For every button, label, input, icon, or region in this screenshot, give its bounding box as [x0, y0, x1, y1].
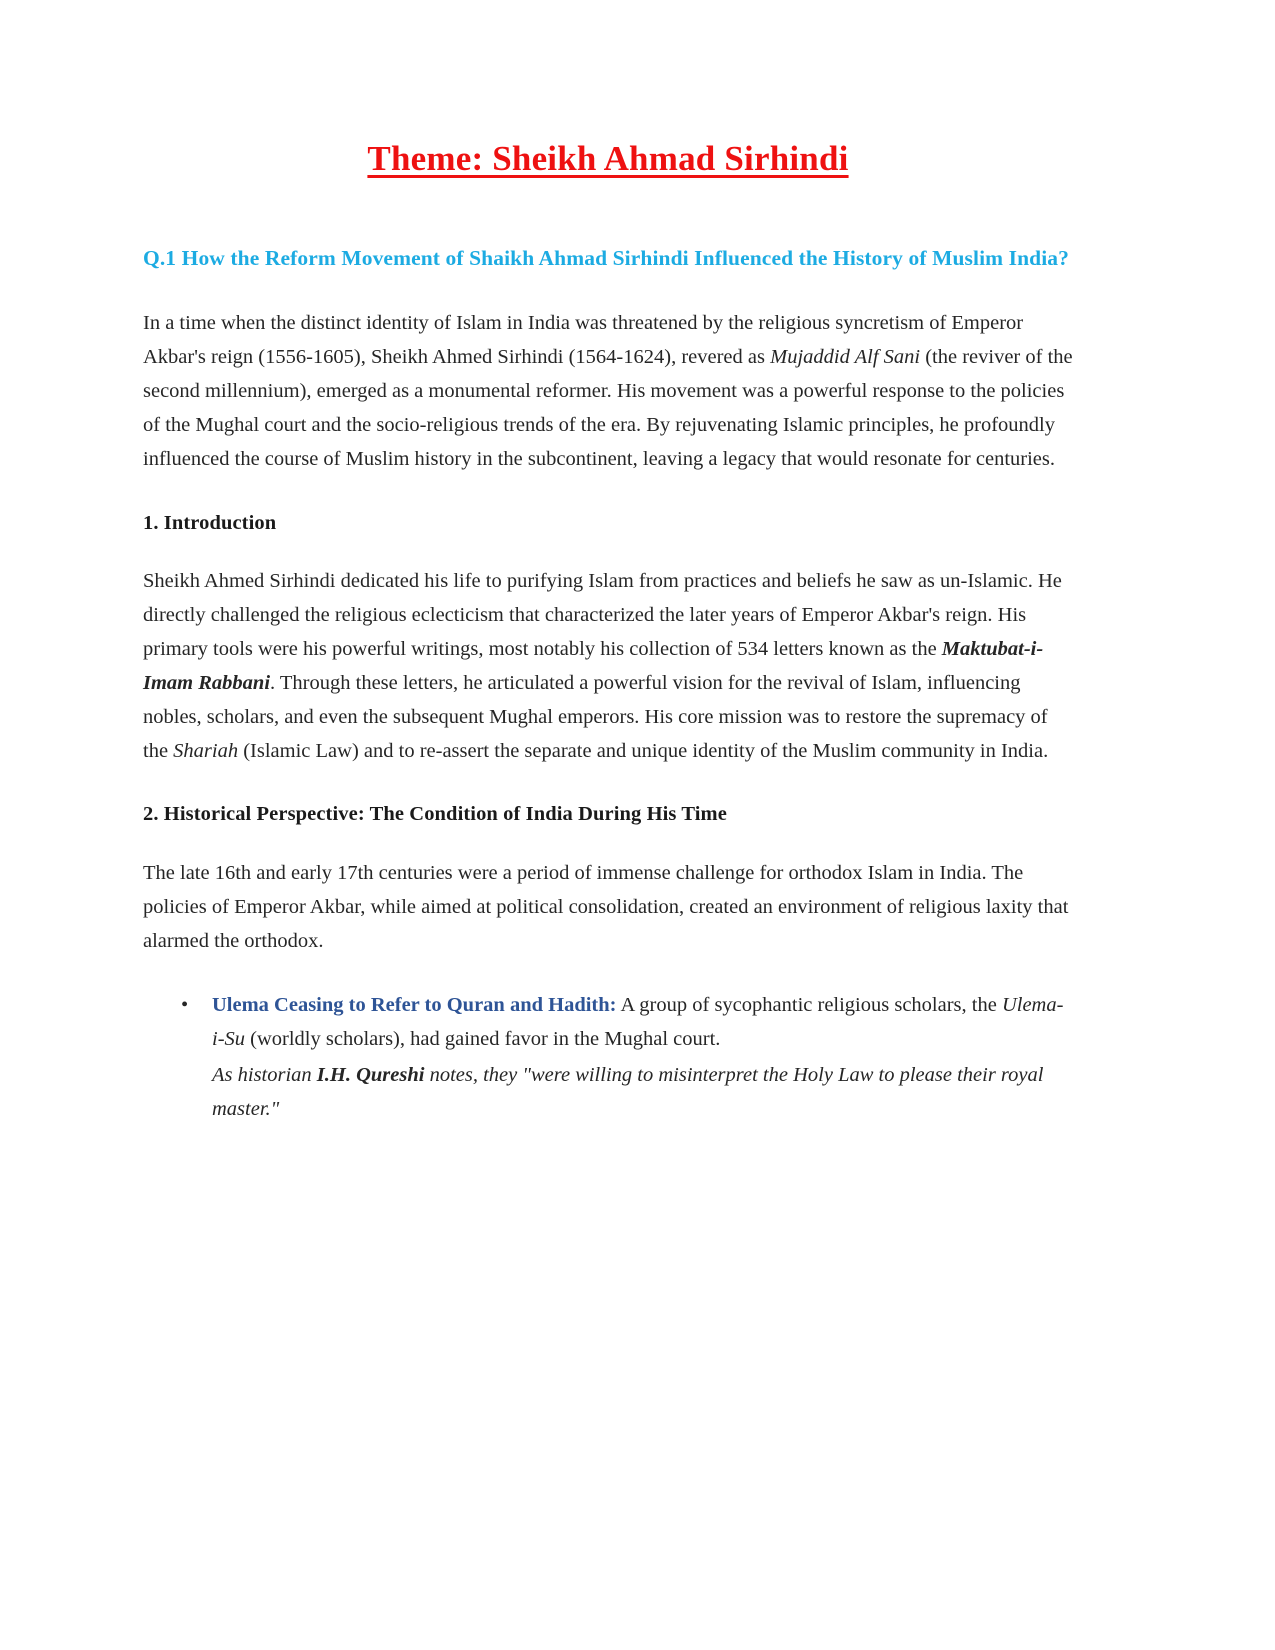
question-heading: Q.1 How the Reform Movement of Shaikh Ahmad Sirhindi Influenced the History of Muslim India?	[143, 245, 1069, 270]
section1-text-part1: Sheikh Ahmed Sirhindi dedicated his life to purifying Islam from practices and beliefs he saw as un-Islamic. He directly challenged the religious eclecticism that characterized the later years of Emperor Akbar's reign. His primary tools were his powerful writings, most notably his collection of 534 letters known as the	[143, 570, 1062, 661]
bullet-body-part2: (worldly scholars), had gained favor in the Mughal court.	[245, 1028, 721, 1051]
quote-part2: notes, they "were willing to misinterpret the Holy Law to please their royal master."	[212, 1064, 1044, 1121]
bullet-italic-ulema-i-su: Ulema-i-Su	[212, 994, 1064, 1051]
section1-text-part3: (Islamic Law) and to re-assert the separate and unique identity of the Muslim community in India.	[238, 740, 1049, 763]
bullet-label-ulema: Ulema Ceasing to Refer to Quran and Hadith:	[212, 994, 617, 1017]
intro-text-part2: (the reviver of the second millennium), emerged as a monumental reformer. His movement was a powerful response to the policies of the Mughal court and the socio-religious trends of the era. By rejuvenating Islamic principles, he profoundly influenced the course of Muslim history in the subcontinent, leaving a legacy that would resonate for centuries.	[143, 346, 1073, 471]
document-content	[143, 0, 1073, 1126]
section1-paragraph	[143, 564, 1073, 768]
section1-text-part2: . Through these letters, he articulated a powerful vision for the revival of Islam, influencing nobles, scholars, and even the subsequent Mughal emperors. His core mission was to restore the supremacy of the	[143, 672, 1048, 763]
bullet-quote-line	[212, 1058, 1073, 1126]
list-item	[143, 988, 1073, 1126]
bullet-body-part1: A group of sycophantic religious scholars, the	[616, 994, 1002, 1017]
section-heading-historical-perspective: 2. Historical Perspective: The Condition of India During His Time	[143, 803, 727, 826]
bullet-marker-icon: •	[181, 994, 189, 1017]
quote-bold-qureshi: I.H. Qureshi	[316, 1064, 425, 1087]
quote-part1: As historian	[212, 1064, 317, 1087]
page-title	[143, 0, 1073, 181]
section1-italic-shariah: Shariah	[173, 740, 239, 763]
section1-bold-italic-maktubat: Maktubat-i-Imam Rabbani	[143, 638, 1044, 695]
intro-text-part1: In a time when the distinct identity of Islam in India was threatened by the religious syncretism of Emperor Akbar's reign (1556-1605), Sheikh Ahmed Sirhindi (1564-1624), revered as	[143, 312, 1024, 369]
section2-paragraph: The late 16th and early 17th centuries were a period of immense challenge for orthodox Islam in India. The policies of Emperor Akbar, while aimed at political consolidation, created an environment of religious laxity that alarmed the orthodox.	[143, 862, 1069, 953]
intro-italic-mujaddid: Mujaddid Alf Sani	[770, 346, 921, 369]
bullet-list	[143, 988, 1073, 1126]
intro-paragraph	[143, 306, 1073, 476]
page-title-text: Theme: Sheikh Ahmad Sirhindi	[367, 139, 849, 178]
section-heading-introduction: 1. Introduction	[143, 511, 277, 534]
